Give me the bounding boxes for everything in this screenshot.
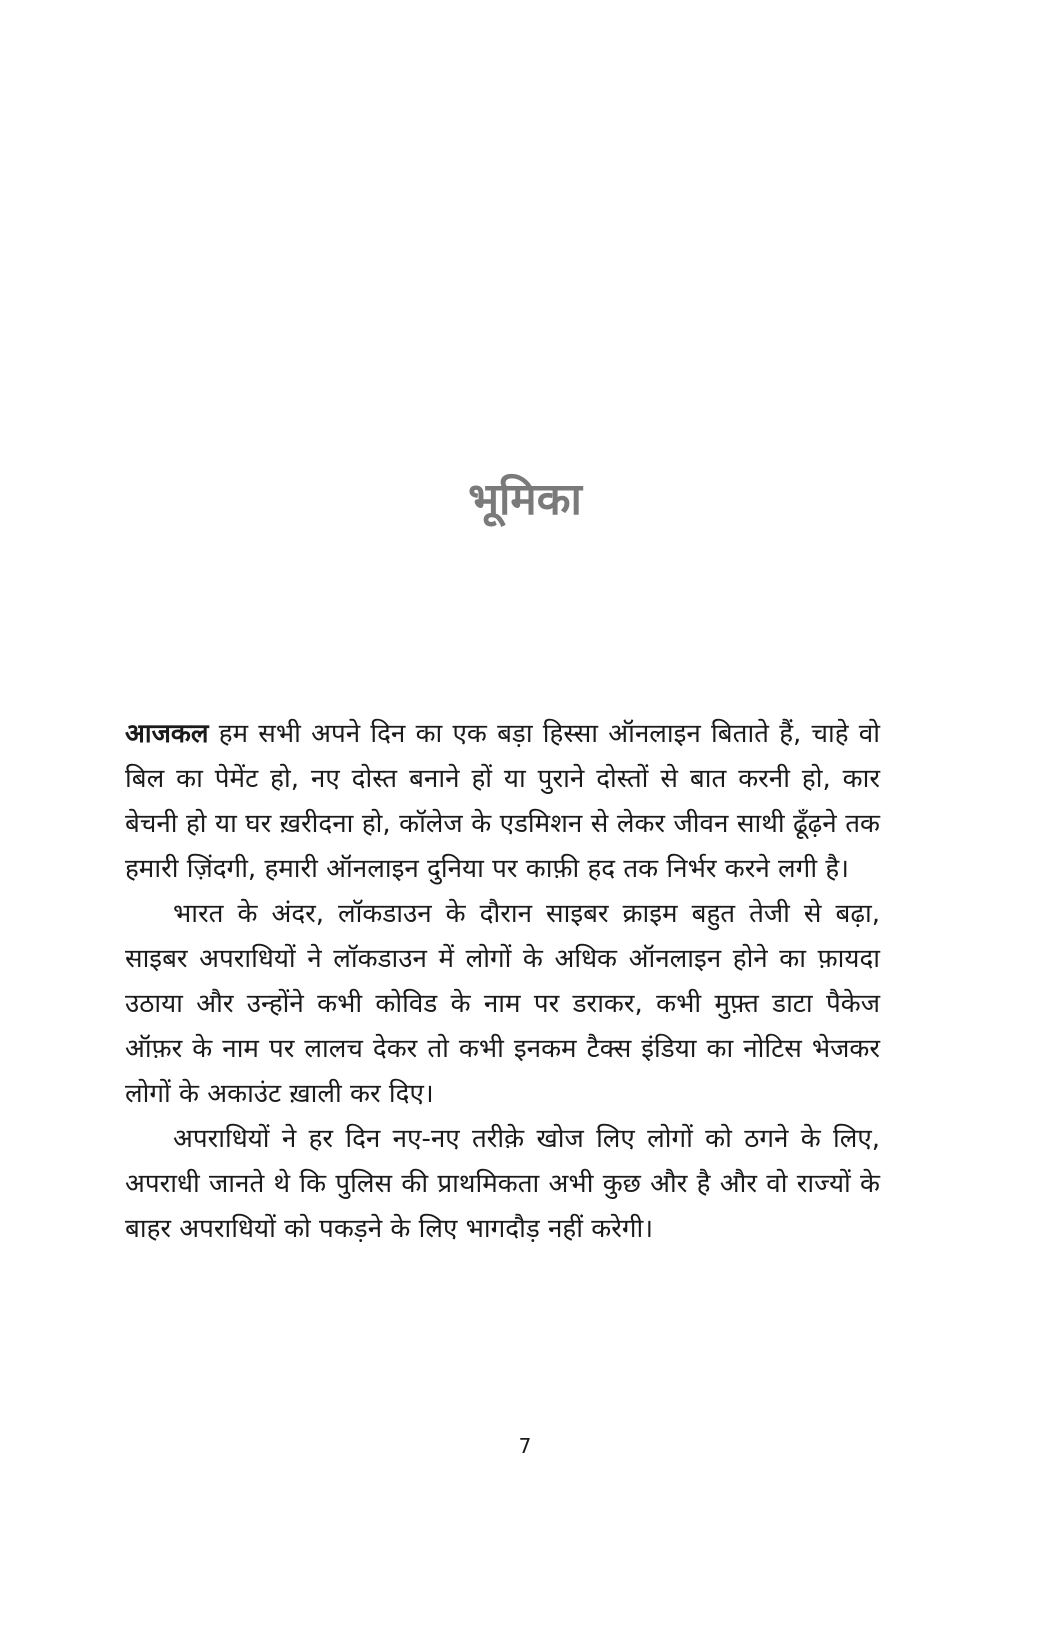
paragraph-1 bbox=[125, 712, 880, 892]
chapter-title: भूमिका bbox=[468, 474, 582, 525]
chapter-body bbox=[125, 712, 880, 1252]
paragraph-3: अपराधियों ने हर दिन नए-नए तरीक़े खोज लिए लोगों को ठगने के लिए, अपराधी जानते थे कि पुलिस की प्राथमिकता अभी कुछ और है और वो राज्यों के बाहर अपराधियों को पकड़ने के लिए भागदौड़ नहीं करेगी। bbox=[125, 1124, 880, 1244]
paragraph-2: भारत के अंदर, लॉकडाउन के दौरान साइबर क्राइम बहुत तेजी से बढ़ा, साइबर अपराधियों ने लॉकडाउन में लोगों के अधिक ऑनलाइन होने का फ़ायदा उठाया और उन्होंने कभी कोविड के नाम पर डराकर, कभी मुफ़्त डाटा पैकेज ऑफ़र के नाम पर लालच देकर तो कभी इनकम टैक्स इंडिया का नोटिस भेजकर लोगों के अकाउंट ख़ाली कर दिए। bbox=[125, 899, 880, 1109]
paragraph-lead-word: आजकल bbox=[125, 719, 209, 749]
page-number: 7 bbox=[518, 1434, 532, 1458]
paragraph-1-text: हम सभी अपने दिन का एक बड़ा हिस्सा ऑनलाइन बिताते हैं, चाहे वो बिल का पेमेंट हो, नए दोस्त बनाने हों या पुराने दोस्तों से बात करनी हो, कार बेचनी हो या घर ख़रीदना हो, कॉलेज के एडमिशन से लेकर जीवन साथी ढूँढ़ने तक हमारी ज़िंदगी, हमारी ऑनलाइन दुनिया पर काफ़ी हद तक निर्भर करने लगी है। bbox=[125, 719, 880, 884]
